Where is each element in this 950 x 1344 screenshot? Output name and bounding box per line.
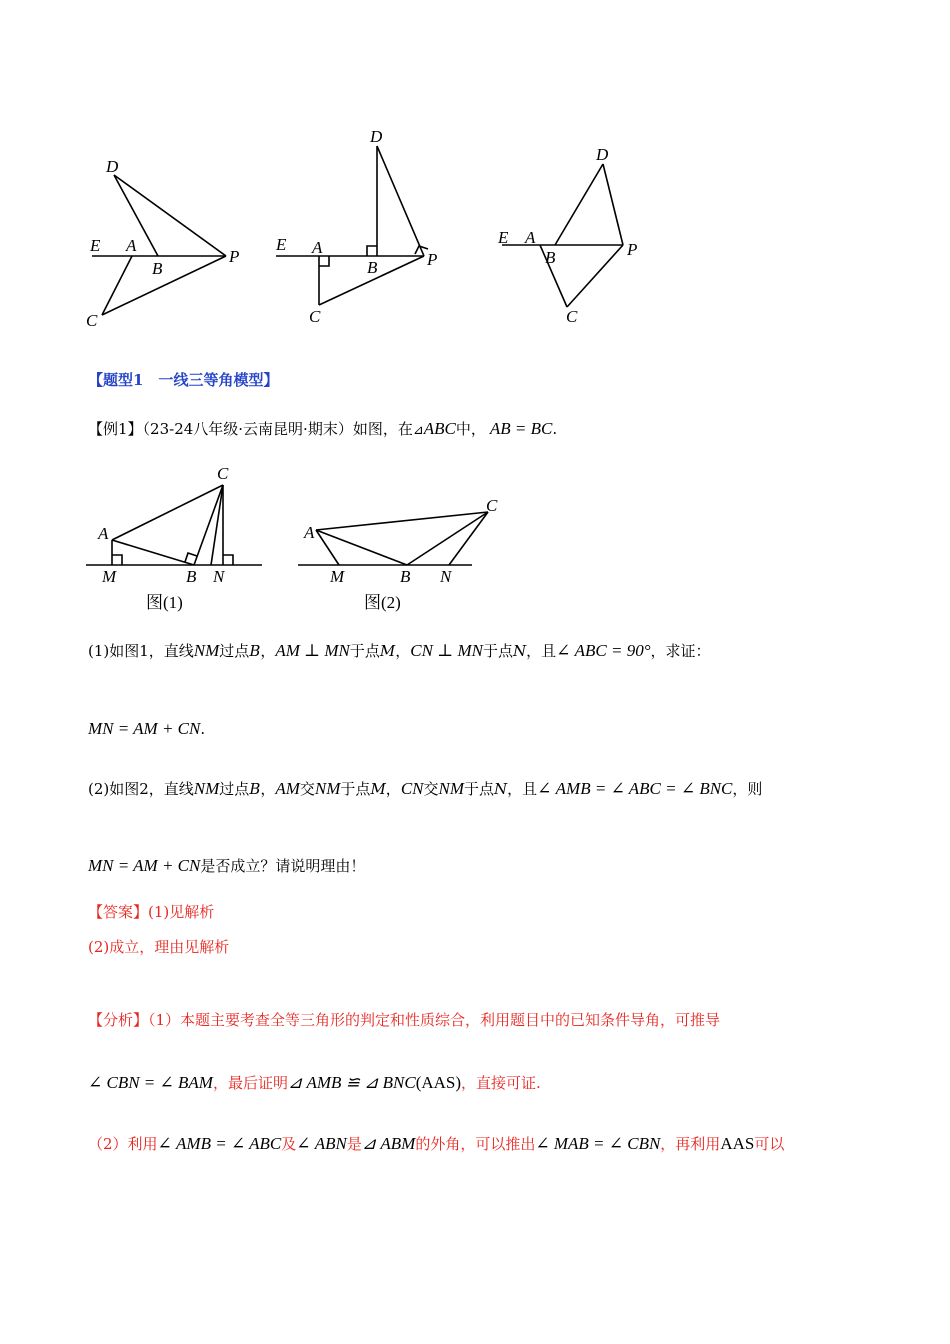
line-ac bbox=[316, 512, 488, 530]
analysis3-triangle-abm: ⊿ ABM bbox=[361, 1134, 416, 1153]
analysis3-text-b: 及 bbox=[281, 1135, 297, 1153]
analysis3-text-f: 可以 bbox=[754, 1135, 785, 1153]
part2-text-e: 于点 bbox=[340, 780, 371, 798]
condition-ab-bc: AB = BC bbox=[489, 419, 553, 438]
part2-text-f: ， bbox=[385, 780, 401, 798]
part2-text-d: 交 bbox=[299, 780, 315, 798]
example-end: . bbox=[552, 420, 558, 438]
caption-fig1: 图(1) bbox=[146, 593, 183, 612]
part2-angles: ∠ AMB = ∠ ABC = ∠ BNC bbox=[537, 779, 733, 798]
part2-point-m: M bbox=[370, 780, 386, 798]
label-b: B bbox=[545, 248, 556, 267]
label-a: A bbox=[525, 228, 536, 247]
part2-text-h: 于点 bbox=[464, 780, 495, 798]
part2-question: 是否成立？请说明理由！ bbox=[200, 857, 366, 875]
label-c: C bbox=[309, 307, 321, 326]
line-ab bbox=[316, 530, 407, 565]
example-line bbox=[88, 418, 557, 441]
part1-text-b: 过点 bbox=[219, 642, 250, 660]
top-figure-1 bbox=[80, 150, 250, 335]
part1-conclusion bbox=[88, 718, 205, 740]
label-c: C bbox=[486, 496, 498, 515]
analysis3-aas: AAS bbox=[720, 1134, 755, 1153]
analysis3-angle-abn: ∠ ABN bbox=[296, 1134, 347, 1153]
part1-am-perp-mn: AM ⊥ MN bbox=[275, 641, 350, 660]
part1-text-d: 于点 bbox=[349, 642, 380, 660]
right-angle-b bbox=[367, 246, 377, 256]
label-b: B bbox=[186, 567, 197, 586]
part1-text-c: ， bbox=[260, 642, 276, 660]
analysis3-angle-eq1: ∠ AMB = ∠ ABC bbox=[157, 1134, 282, 1153]
analysis-congruence: ⊿ AMB ≌ ⊿ BNC bbox=[287, 1073, 416, 1092]
label-c: C bbox=[86, 311, 98, 330]
part2-nm-2: NM bbox=[314, 779, 341, 798]
line-dp bbox=[377, 146, 424, 256]
analysis-line-3 bbox=[88, 1133, 784, 1155]
analysis3-text-e: ，再利用 bbox=[660, 1135, 721, 1153]
line-nc bbox=[449, 512, 488, 565]
part2-text-j: ，则 bbox=[732, 780, 763, 798]
label-b: B bbox=[152, 259, 163, 278]
part1-angle-abc: ∠ ABC = 90° bbox=[556, 641, 651, 660]
part2-nm: NM bbox=[193, 779, 220, 798]
label-a: A bbox=[126, 236, 137, 255]
analysis-angle-eq: ∠ CBN = ∠ BAM bbox=[88, 1073, 213, 1092]
part2-line bbox=[88, 778, 762, 800]
part1-nm: NM bbox=[193, 641, 220, 660]
right-angle-m bbox=[112, 555, 122, 565]
analysis-line-1: 【分析】（1）本题主要考查全等三角形的判定和性质综合，利用题目中的已知条件导角，可推导 bbox=[88, 1011, 721, 1029]
label-d: D bbox=[596, 145, 609, 164]
top-figure-2 bbox=[270, 122, 450, 332]
line-cp bbox=[567, 245, 623, 307]
part1-text-f: 于点 bbox=[482, 642, 513, 660]
example-prefix: 【例1】（23-24八年级·云南昆明·期末）如图，在 bbox=[88, 420, 413, 438]
part2-nm-3: NM bbox=[438, 779, 465, 798]
example-mid: 中， bbox=[455, 420, 486, 438]
label-c: C bbox=[566, 307, 578, 326]
label-b: B bbox=[400, 567, 411, 586]
part1-line bbox=[88, 640, 711, 662]
analysis-aas: (AAS) bbox=[415, 1073, 462, 1092]
part1-cn-perp-mn: CN ⊥ MN bbox=[410, 641, 483, 660]
line-ab bbox=[112, 540, 194, 565]
label-p: P bbox=[627, 240, 638, 259]
part1-point-b: B bbox=[249, 642, 261, 660]
label-p: P bbox=[229, 247, 240, 266]
part1-equation: MN = AM + CN bbox=[88, 719, 201, 738]
part2-point-b: B bbox=[249, 780, 261, 798]
label-n: N bbox=[213, 567, 225, 586]
part2-text-a: (2)如图2，直线 bbox=[88, 780, 194, 798]
top-figure-3 bbox=[492, 140, 652, 330]
part2-text-b: 过点 bbox=[219, 780, 250, 798]
label-e: E bbox=[90, 236, 101, 255]
line-dp bbox=[603, 164, 623, 245]
analysis-text-a: ，最后证明 bbox=[212, 1074, 288, 1092]
analysis3-angle-eq2: ∠ MAB = ∠ CBN bbox=[535, 1134, 661, 1153]
analysis3-text-d: 的外角，可以推出 bbox=[415, 1135, 536, 1153]
figure-2 bbox=[292, 488, 512, 618]
label-e: E bbox=[498, 228, 509, 247]
label-b: B bbox=[367, 258, 378, 277]
part2-cn: CN bbox=[400, 779, 424, 798]
analysis-text-b: ，直接可证. bbox=[461, 1074, 541, 1092]
analysis-line-2 bbox=[88, 1072, 541, 1094]
triangle-symbol: ⊿ bbox=[412, 422, 424, 437]
analysis3-text-a: （2）利用 bbox=[88, 1135, 158, 1153]
label-e: E bbox=[276, 235, 287, 254]
part2-text-c: ， bbox=[260, 780, 276, 798]
label-p: P bbox=[427, 250, 438, 269]
part1-point-m: M bbox=[379, 642, 396, 660]
label-a: A bbox=[98, 524, 109, 543]
part1-text-e: ， bbox=[395, 642, 411, 660]
right-angle-n bbox=[223, 555, 233, 565]
answer-line-1: 【答案】(1)见解析 bbox=[88, 903, 215, 921]
part2-equation: MN = AM + CN bbox=[88, 856, 201, 875]
label-m: M bbox=[102, 567, 117, 586]
label-d: D bbox=[106, 157, 119, 176]
label-c: C bbox=[217, 464, 229, 483]
section-title: 【题型1 一线三等角模型】 bbox=[88, 371, 279, 389]
analysis3-text-c: 是 bbox=[346, 1135, 362, 1153]
part2-conclusion bbox=[88, 855, 365, 877]
label-m: M bbox=[330, 567, 345, 586]
part1-text-g: ，且 bbox=[526, 642, 557, 660]
answer-line-2: (2)成立，理由见解析 bbox=[88, 938, 230, 956]
part1-point-n: N bbox=[512, 642, 527, 660]
part1-text-a: (1)如图1，直线 bbox=[88, 642, 194, 660]
label-a: A bbox=[304, 523, 315, 542]
label-a: A bbox=[312, 238, 323, 257]
part2-am: AM bbox=[275, 779, 300, 798]
triangle-abc: ABC bbox=[423, 419, 456, 438]
line-da bbox=[555, 164, 603, 245]
part2-text-g: 交 bbox=[423, 780, 439, 798]
label-d: D bbox=[370, 127, 383, 146]
part1-dot: . bbox=[200, 720, 206, 738]
line-ca bbox=[102, 256, 132, 315]
part1-text-h: ，求证： bbox=[650, 642, 711, 660]
caption-fig2: 图(2) bbox=[364, 593, 401, 612]
line-cp bbox=[102, 256, 226, 315]
part2-point-n: N bbox=[494, 780, 508, 798]
right-angle-a bbox=[319, 256, 329, 266]
part2-text-i: ，且 bbox=[507, 780, 538, 798]
label-n: N bbox=[440, 567, 452, 586]
line-n-c bbox=[211, 485, 223, 565]
figure-1 bbox=[82, 458, 272, 618]
